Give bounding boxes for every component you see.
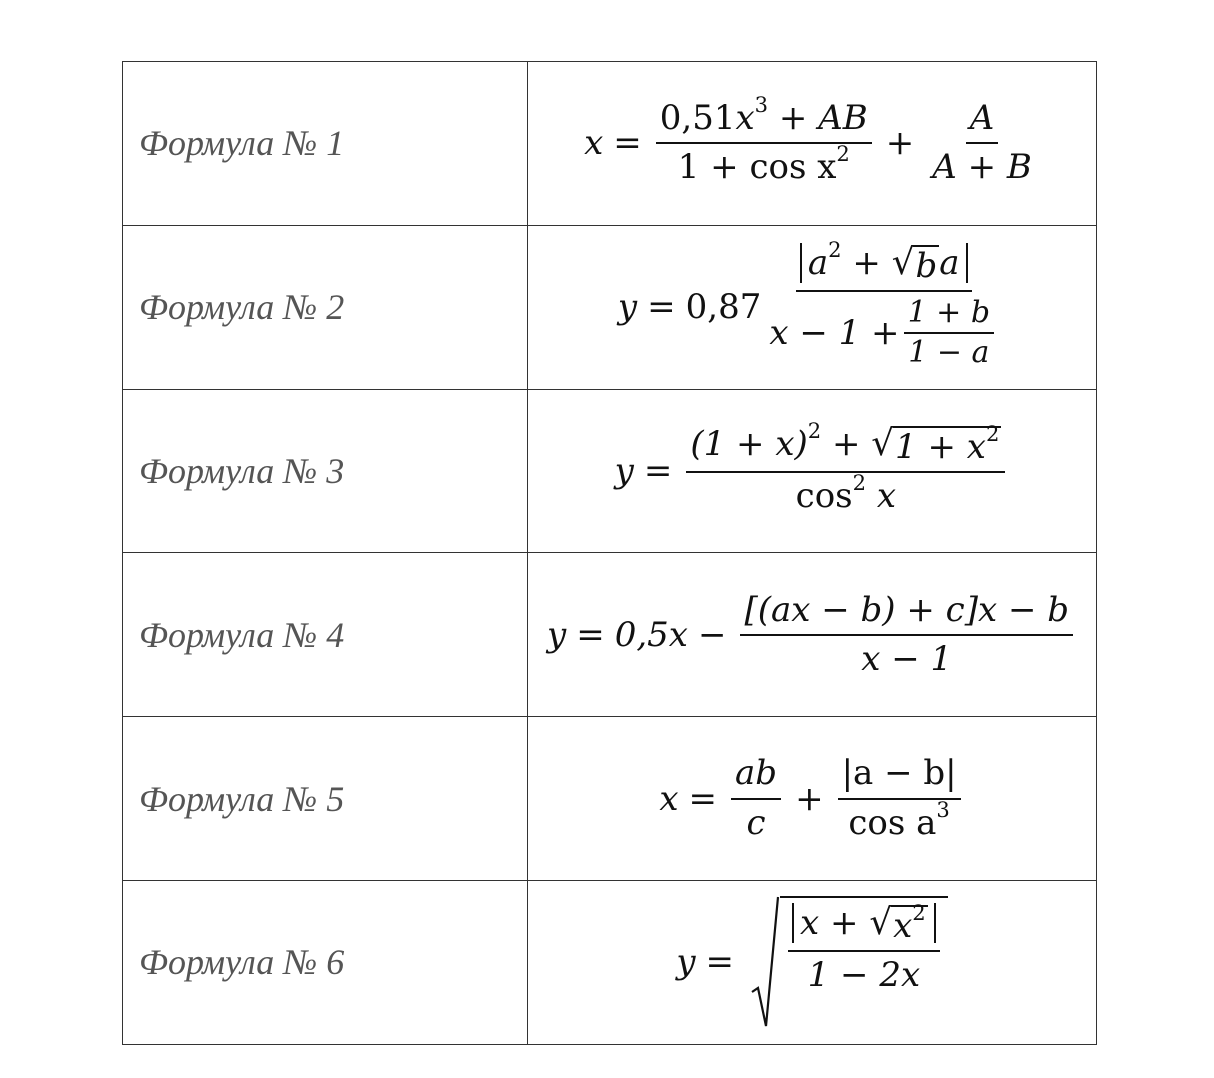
square-root	[750, 896, 948, 1028]
plus-sign: +	[841, 242, 892, 283]
numerator	[656, 92, 872, 144]
formula-2	[528, 225, 1097, 389]
numerator: [(ax − b) + c]x − b	[740, 591, 1073, 636]
numerator	[788, 900, 940, 952]
fraction	[788, 900, 940, 996]
formula-label: Формула № 3	[123, 389, 528, 553]
formula-lhs: x	[584, 123, 604, 164]
denominator: x − 1	[861, 638, 953, 679]
table-row	[123, 553, 1097, 717]
square-root	[871, 421, 1001, 468]
radicand	[780, 896, 948, 1028]
parenthesized-term: (1 + x)	[690, 424, 808, 465]
minus-sign: −	[697, 614, 727, 655]
radical-sign-icon: √	[871, 423, 895, 465]
numerator	[796, 236, 972, 292]
exponent: 2	[912, 900, 926, 926]
radical-sign-icon: √	[891, 241, 915, 283]
formula-5	[528, 717, 1097, 881]
denominator	[674, 141, 854, 188]
exponent: 2	[807, 418, 822, 444]
table-row	[123, 717, 1097, 881]
numerator: A	[966, 99, 999, 144]
equals-sign: =	[688, 778, 718, 819]
formula-4	[528, 553, 1097, 717]
fraction	[838, 754, 961, 842]
formula-6	[528, 880, 1097, 1044]
numerator: |a − b|	[838, 754, 961, 799]
formula-label: Формула № 1	[123, 62, 528, 226]
coefficient: 0,87	[685, 287, 762, 328]
formula-1	[528, 62, 1097, 226]
fraction	[656, 92, 872, 188]
radicand: b	[915, 245, 938, 286]
fraction	[740, 591, 1073, 679]
equals-sign: =	[576, 614, 605, 655]
formula-3	[528, 389, 1097, 553]
radical-sign-icon: √	[869, 902, 893, 944]
formula-lhs: y	[617, 287, 638, 328]
denominator	[844, 796, 953, 843]
denominator-text: 1 + cos x	[677, 147, 837, 188]
denominator: A + B	[932, 147, 1032, 188]
table-row	[123, 880, 1097, 1044]
formula-lhs: y	[676, 942, 696, 983]
numerator: ab	[731, 754, 781, 799]
term: 0,5x	[614, 614, 688, 655]
denominator-text: cos a	[848, 802, 937, 843]
radicand-text: 1 + x	[895, 427, 986, 468]
exponent: 3	[754, 92, 769, 118]
formula-label: Формула № 5	[123, 717, 528, 881]
variable: a	[939, 242, 960, 283]
absolute-value	[800, 236, 968, 286]
radicand	[893, 421, 1001, 468]
denominator: 1 − 2x	[807, 955, 921, 996]
variable: x	[866, 476, 897, 517]
table-row	[123, 62, 1097, 226]
inner-square-root	[869, 900, 927, 947]
exponent: 2	[985, 421, 1000, 447]
denominator: c	[746, 802, 766, 843]
plus-sign: +	[821, 424, 872, 465]
radicand	[891, 900, 928, 947]
absolute-value	[792, 900, 936, 947]
table-row	[123, 225, 1097, 389]
variable: x	[735, 98, 755, 139]
fraction	[928, 99, 1036, 187]
cos-function: cos	[795, 476, 853, 517]
fraction	[765, 236, 1002, 371]
equals-sign: =	[705, 942, 735, 983]
formula-lhs: y	[546, 614, 567, 655]
formula-table	[122, 61, 1097, 1045]
exponent: 2	[836, 141, 850, 167]
variable: x	[893, 906, 913, 947]
plus-sign: +	[885, 123, 915, 164]
denominator	[765, 292, 1002, 371]
exponent: 2	[828, 236, 842, 262]
exponent: 2	[852, 470, 867, 496]
fraction	[731, 754, 781, 842]
denominator	[792, 470, 900, 517]
equals-sign: =	[643, 450, 673, 491]
square-root	[891, 241, 940, 286]
nested-fraction	[904, 296, 995, 371]
plus-sign: +	[795, 778, 824, 819]
equals-sign: =	[613, 123, 642, 164]
denominator-text: x − 1 +	[769, 312, 900, 353]
equals-sign: =	[647, 287, 676, 328]
formula-lhs: y	[614, 450, 634, 491]
fraction	[686, 418, 1005, 517]
formula-label: Формула № 4	[123, 553, 528, 717]
exponent: 3	[936, 796, 950, 822]
denominator: 1 − a	[908, 335, 990, 371]
formula-label: Формула № 2	[123, 225, 528, 389]
coefficient: 0,51	[659, 98, 736, 139]
abs-text: x +	[800, 903, 870, 944]
table-row	[123, 389, 1097, 553]
formula-lhs: x	[659, 778, 679, 819]
formula-label: Формула № 6	[123, 880, 528, 1044]
numerator	[686, 418, 1005, 473]
numerator: 1 + b	[904, 296, 995, 335]
numerator-rest: + AB	[768, 98, 868, 139]
radical-sign-icon	[750, 896, 780, 1028]
variable: a	[807, 242, 829, 283]
